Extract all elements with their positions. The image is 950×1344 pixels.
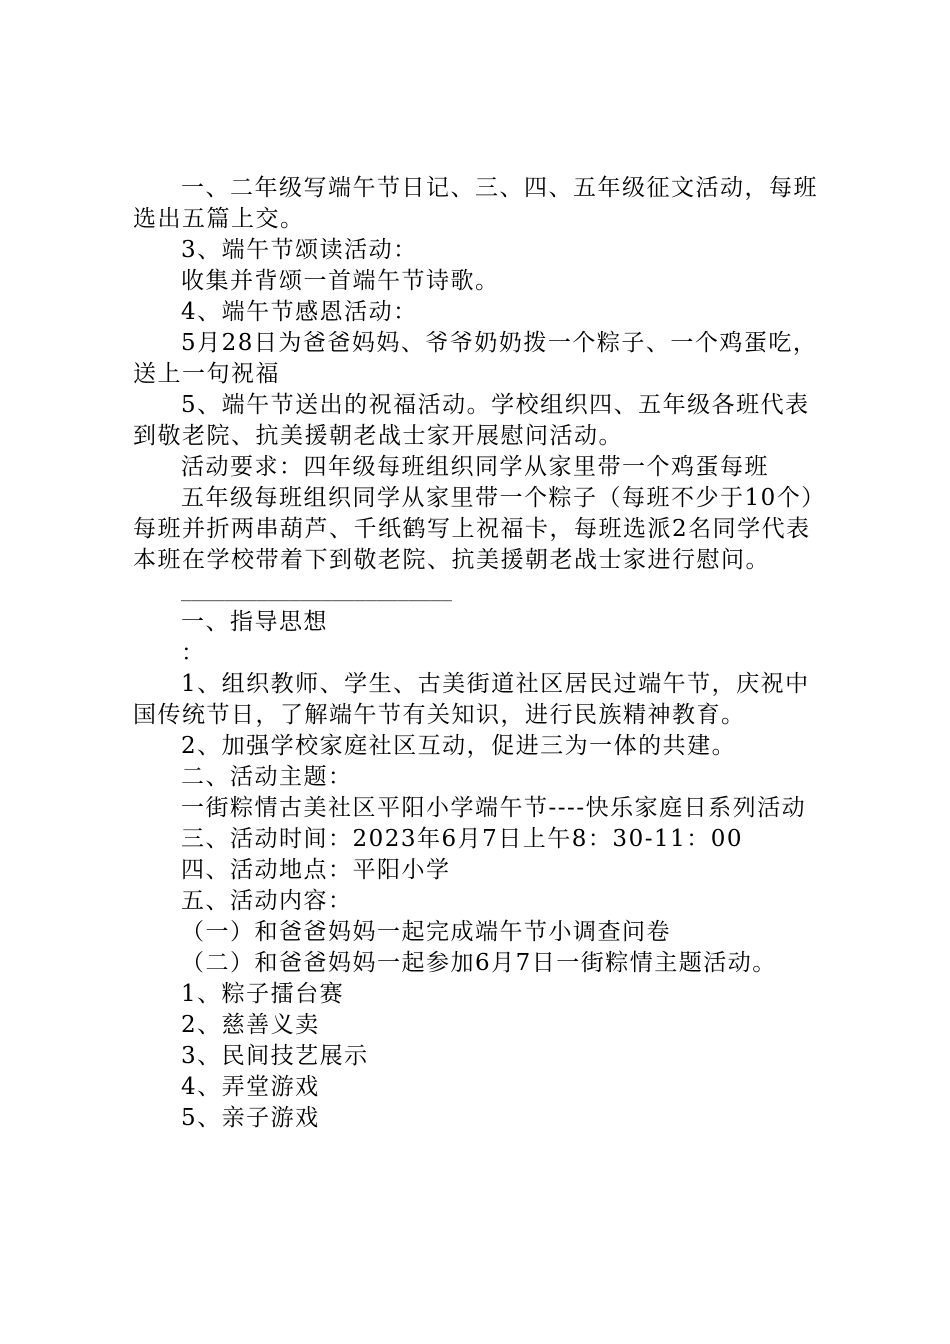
paragraph-heading-recite: 3、端午节颂读活动：: [181, 237, 418, 263]
list-item-folk-art: 3、民间技艺展示: [181, 1043, 369, 1069]
list-item-parent-child-games: 5、亲子游戏: [181, 1105, 320, 1131]
paragraph-guiding-1: 1、组织教师、学生、古美街道社区居民过端午节，庆祝中国传统节日，了解端午节有关知识，进行民族精神教育。: [133, 671, 810, 728]
paragraph-blessing-activity: 5、端午节送出的祝福活动。学校组织四、五年级各班代表到敬老院、抗美援朝老战士家开展慰问活动。: [133, 392, 810, 449]
list-item-zongzi-contest: 1、粽子擂台赛: [181, 981, 345, 1007]
paragraph-content-2: （二）和爸爸妈妈一起参加6月7日一街粽情主题活动。: [181, 950, 777, 976]
paragraph-heading-gratitude: 4、端午节感恩活动：: [181, 299, 418, 325]
section-separator: _________________________: [181, 581, 452, 602]
paragraph-guiding-2: 2、加强学校家庭社区互动，促进三为一体的共建。: [181, 733, 737, 759]
paragraph-content-1: （一）和爸爸妈妈一起完成端午节小调查问卷: [181, 919, 671, 945]
list-item-alley-games: 4、弄堂游戏: [181, 1074, 320, 1100]
paragraph-essay-activity: 一、二年级写端午节日记、三、四、五年级征文活动，每班选出五篇上交。: [133, 175, 818, 232]
list-item-charity-sale: 2、慈善义卖: [181, 1012, 320, 1038]
heading-activity-content: 五、活动内容：: [181, 888, 353, 914]
paragraph-gratitude-content: 5月28日为爸爸妈妈、爷爷奶奶拨一个粽子、一个鸡蛋吃，送上一句祝福: [133, 330, 818, 387]
colon-line: ：: [181, 640, 206, 666]
paragraph-requirements-grade4: 活动要求：四年级每班组织同学从家里带一个鸡蛋每班: [181, 454, 769, 480]
paragraph-theme-content: 一街粽情古美社区平阳小学端午节----快乐家庭日系列活动: [181, 795, 807, 821]
paragraph-recite-content: 收集并背颂一首端午节诗歌。: [181, 268, 500, 294]
heading-guiding-thought: 一、指导思想: [181, 609, 328, 635]
paragraph-requirements-grade5: 五年级每班组织同学从家里带一个粽子（每班不少于10个）每班并折两串葫芦、千纸鹤写上祝福卡，每班选派2名同学代表本班在学校带着下到敬老院、抗美援朝老战士家进行慰问。: [133, 485, 826, 573]
paragraph-activity-location: 四、活动地点：平阳小学: [181, 857, 451, 883]
heading-theme: 二、活动主题：: [181, 764, 353, 790]
document-body: [133, 173, 833, 1134]
paragraph-activity-time: 三、活动时间：2023年6月7日上午8：30-11：00: [181, 826, 744, 852]
